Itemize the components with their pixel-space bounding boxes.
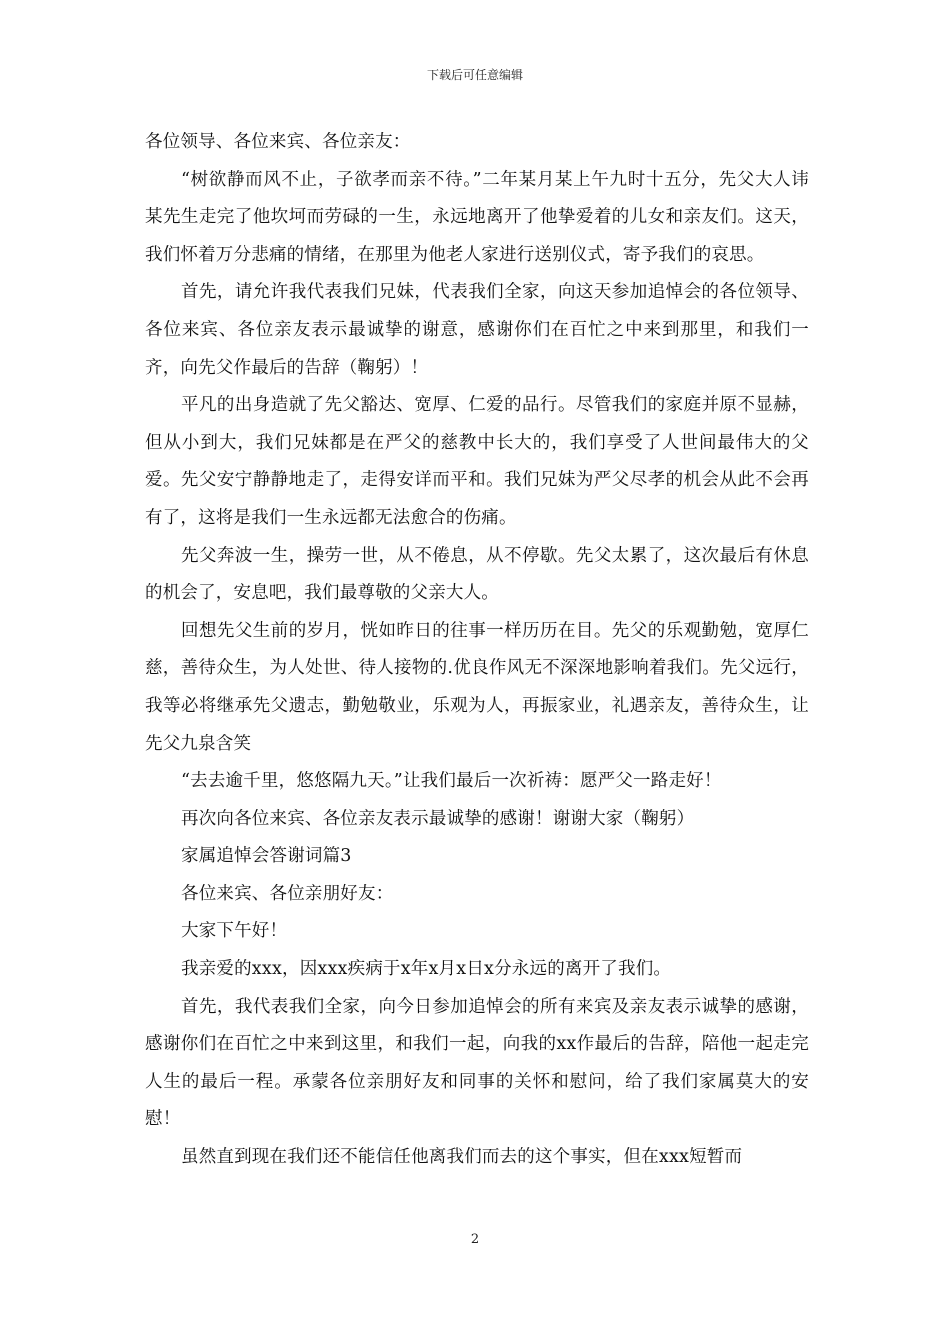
prayer-paragraph: “去去逾千里，悠悠隔九天。”让我们最后一次祈祷：愿严父一路走好！ — [181, 771, 722, 792]
continuing-paragraph: 虽然直到现在我们还不能信任他离我们而去的这个事实，但在xxx短暂而 — [181, 1147, 743, 1168]
character-paragraph: 平凡的出身造就了先父豁达、宽厚、仁爱的品行。尽管我们的家庭并原不显赫，但从小到大，我们兄妹都是在严父的慈教中长大的，我们享受了人世间最伟大的父爱。先父安宁静静地走了，走得安详而平和。我们兄妹为严父尽孝的机会从此不会再有了，这将是我们一生永远都无法愈合的伤痛。 — [145, 395, 809, 528]
thanks-paragraph-2: 首先，我代表我们全家，向今日参加追悼会的所有来宾及亲友表示诚挚的感谢，感谢你们在百忙之中来到这里，和我们一起，向我的xx作最后的告辞，陪他一起走完人生的最后一程。承蒙各位亲朋好友和同事的关怀和慰问，给了我们家属莫大的安慰！ — [145, 996, 809, 1130]
page-number: 2 — [470, 1232, 480, 1247]
page-header: 下载后可任意编辑 — [426, 68, 523, 82]
announcement-paragraph: 我亲爱的xxx，因xxx疾病于x年x月x日x分永远的离开了我们。 — [181, 959, 672, 980]
greeting-paragraph: 大家下午好！ — [181, 921, 288, 942]
opening-paragraph: “树欲静而风不止，子欲孝而亲不待。”二年某月某上午九时十五分，先父大人讳某先生走完了他坎坷而劳碌的一生，永远地离开了他挚爱着的儿女和亲友们。这天，我们怀着万分悲痛的情绪，在那里为他老人家进行送别仪式，寄予我们的哀思。 — [145, 169, 809, 265]
salutation-paragraph: 各位领导、各位来宾、各位亲友： — [145, 132, 411, 152]
section-title: 家属追悼会答谢词篇3 — [181, 846, 352, 867]
document-body — [145, 124, 809, 1177]
memory-paragraph: 回想先父生前的岁月，恍如昨日的往事一样历历在目。先父的乐观勤勉，宽厚仁慈，善待众生，为人处世、待人接物的.优良作风无不深深地影响着我们。先父远行，我等必将继承先父遗志，勤勉敬业，乐观为人，再振家业，礼遇亲友，善待众生，让先父九泉含笑 — [145, 620, 809, 754]
closing-thanks-paragraph: 再次向各位来宾、各位亲友表示最诚挚的感谢！谢谢大家（鞠躬） — [181, 808, 695, 829]
rest-paragraph: 先父奔波一生，操劳一世，从不倦息，从不停歇。先父太累了，这次最后有休息的机会了，安息吧，我们最尊敬的父亲大人。 — [145, 545, 809, 604]
salutation-paragraph-2: 各位来宾、各位亲朋好友： — [181, 883, 394, 904]
thanks-paragraph: 首先，请允许我代表我们兄妹，代表我们全家，向这天参加追悼会的各位领导、各位来宾、各位亲友表示最诚挚的谢意，感谢你们在百忙之中来到那里，和我们一齐，向先父作最后的告辞（鞠躬）！ — [145, 282, 809, 378]
